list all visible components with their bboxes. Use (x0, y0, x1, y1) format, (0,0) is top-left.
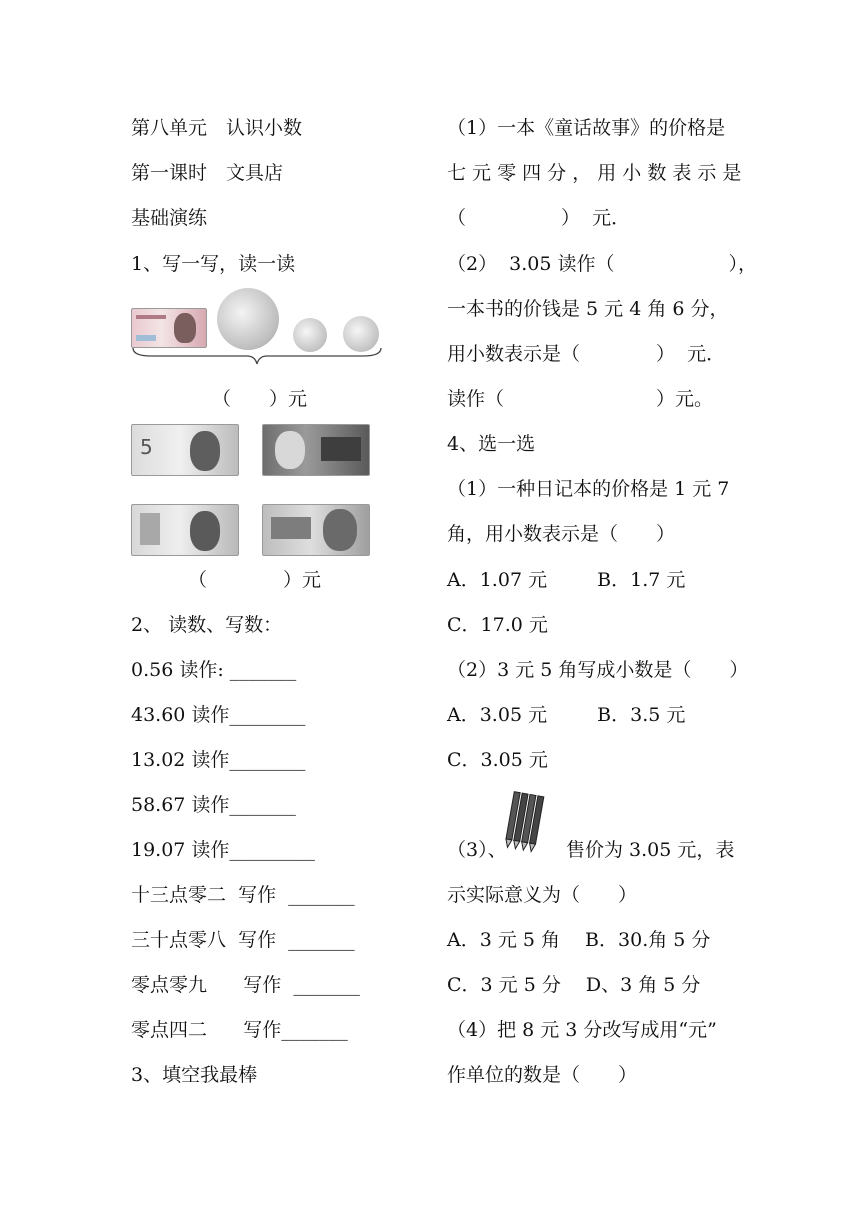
fill-in-line: （1）一本《童话故事》的价格是 (447, 117, 726, 139)
answer-blank-1: （ ）元 (212, 388, 308, 410)
choice-line: （4）把 8 元 3 分改写成用“元” (447, 1019, 717, 1041)
fill-in-line: 读作（ ）元。 (447, 388, 714, 410)
answer-blank-2: （ ）元 (188, 569, 322, 591)
choice-options: A．3 元 5 角 B．30.角 5 分 (447, 929, 711, 951)
choice-options: A．3.05 元 B．3.5 元 (447, 704, 686, 726)
question-4-title: 4、选一选 (447, 433, 536, 455)
choice-options: C．17.0 元 (447, 614, 548, 636)
five-yuan-bill-icon: 5 (131, 424, 239, 476)
choice-line: 作单位的数是（ ） (447, 1064, 638, 1086)
fill-in-line: 用小数表示是（ ） 元． (447, 343, 726, 365)
choice-options: C．3.05 元 (447, 749, 548, 771)
lesson-title: 第一课时 文具店 (131, 162, 284, 184)
money-picture-1 (131, 288, 383, 366)
choice-options: C．3 元 5 分 D、3 角 5 分 (447, 974, 701, 996)
read-write-item: 三十点零八 写作 _______ (131, 929, 355, 951)
question-3-title: 3、填空我最棒 (131, 1064, 258, 1086)
fill-in-line: 七 元 零 四 分 ， 用 小 数 表 示 是 (447, 162, 742, 184)
curly-brace-icon (131, 346, 383, 366)
old-five-yuan-bill-icon (262, 424, 370, 476)
fill-in-line: 一本书的价钱是 5 元 4 角 6 分， (447, 298, 729, 320)
unit-title: 第八单元 认识小数 (131, 117, 303, 139)
old-one-yuan-bill-icon (262, 504, 370, 556)
choice-options: A．1.07 元 B．1.7 元 (447, 569, 686, 591)
choice-line: 角，用小数表示是（ ） (447, 523, 676, 545)
fill-in-line: （2） 3.05 读作（ ）， (447, 253, 758, 275)
pencils-icon (503, 790, 547, 856)
fill-in-line: （ ） 元． (447, 207, 631, 229)
choice-line-prefix: （3）、 (447, 839, 507, 861)
choice-line: 示实际意义为（ ） (447, 884, 638, 906)
read-write-item: 十三点零二 写作 _______ (131, 884, 355, 906)
money-picture-2 (131, 424, 371, 554)
choice-line: （2）3 元 5 角写成小数是（ ） (447, 659, 749, 681)
choice-line: （1）一种日记本的价格是 1 元 7 (447, 478, 730, 500)
read-write-item: 零点四二 写作_______ (131, 1019, 348, 1041)
ten-yuan-bill-icon (131, 308, 207, 348)
read-write-item: 0.56 读作: _______ (131, 659, 297, 681)
question-1-title: 1、写一写，读一读 (131, 253, 296, 275)
read-write-item: 43.60 读作________ (131, 704, 306, 726)
choice-line-suffix: 售价为 3.05 元，表 (566, 839, 735, 861)
one-yuan-coin-icon (217, 288, 279, 350)
read-write-item: 58.67 读作_______ (131, 794, 296, 816)
section-title: 基础演练 (131, 207, 208, 229)
read-write-item: 13.02 读作________ (131, 749, 306, 771)
read-write-item: 零点零九 写作 _______ (131, 974, 360, 996)
one-yuan-bill-icon (131, 504, 239, 556)
question-2-title: 2、 读数、写数： (131, 614, 283, 636)
read-write-item: 19.07 读作_________ (131, 839, 315, 861)
pencils-picture (503, 790, 547, 856)
